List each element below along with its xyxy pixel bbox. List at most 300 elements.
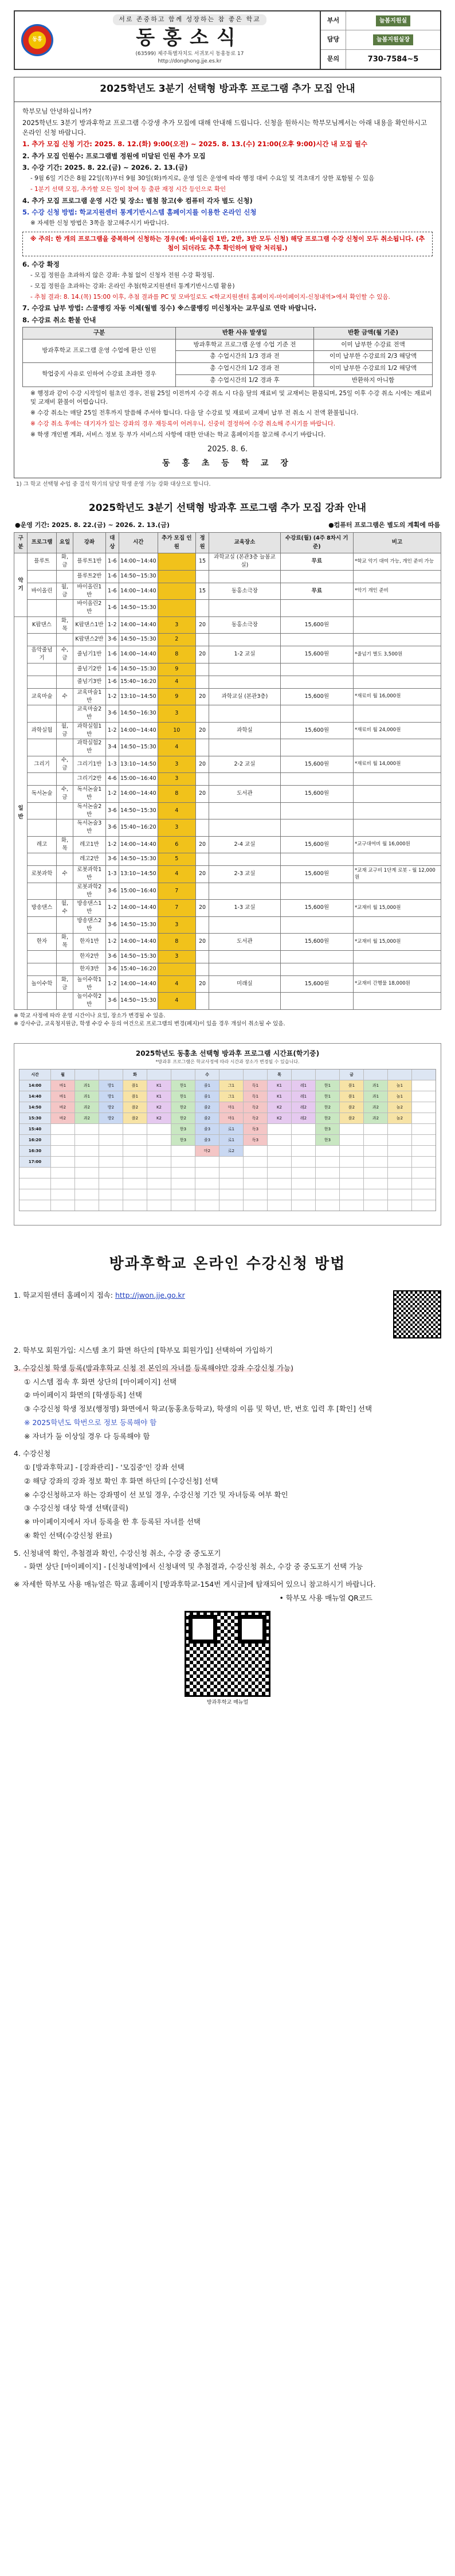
- course-cell: 14:00~14:40: [119, 722, 158, 739]
- course-cell: [56, 663, 73, 676]
- timetable-time: 17:00: [19, 1157, 50, 1167]
- course-cell: [353, 786, 441, 803]
- timetable-slot: [244, 1146, 267, 1156]
- course-cell: 수, 금: [56, 756, 73, 773]
- principal-signature: 동 홍 초 등 학 교 장: [162, 458, 293, 468]
- timetable-slot: [412, 1157, 436, 1167]
- timetable-slot: 줄3: [195, 1135, 219, 1145]
- course-cell: 4: [158, 866, 195, 883]
- course-cell: [56, 963, 73, 975]
- timetable-slot: [364, 1157, 387, 1167]
- course-cell: [28, 819, 57, 837]
- jwon-link[interactable]: http://jwon.jje.go.kr: [115, 1291, 185, 1299]
- timetable-slot: [219, 1189, 243, 1200]
- course-cell: [28, 739, 57, 756]
- course-cell: 13:10~14:50: [119, 688, 158, 705]
- timetable-slot: 놀1: [388, 1080, 411, 1091]
- timetable-slot: 로1: [219, 1124, 243, 1134]
- timetable-slot: [292, 1135, 315, 1145]
- course-cell: 15,600원: [280, 934, 353, 951]
- course-cell: 2-2 교실: [209, 756, 280, 773]
- course-cell: [56, 705, 73, 723]
- timetable-slot: K1: [147, 1080, 171, 1091]
- course-cell: [28, 676, 57, 688]
- timetable-slot: [123, 1200, 147, 1211]
- course-cell: [280, 993, 353, 1010]
- timetable-slot: 플1: [340, 1080, 363, 1091]
- course-list-meta: [15, 521, 440, 530]
- course-cell: [56, 853, 73, 866]
- course-cell: 월, 수: [56, 900, 73, 917]
- course-cell: [353, 705, 441, 723]
- timetable-slot: [75, 1124, 99, 1134]
- course-notes: [14, 1012, 441, 1029]
- course-cell: [353, 819, 441, 837]
- refund-header: 반환 사유 발생일: [175, 327, 313, 339]
- timetable-slot: 방2: [99, 1102, 123, 1113]
- timetable-slot: [412, 1178, 436, 1189]
- timetable-slot: [123, 1168, 147, 1178]
- greeting: 학부모님 안녕하십니까?: [22, 107, 92, 115]
- course-cell: *교재비 월 15,000원: [353, 934, 441, 951]
- timetable-header: 수: [195, 1070, 219, 1080]
- course-cell: 도서관: [209, 934, 280, 951]
- course-row: [14, 916, 441, 934]
- timetable-slot: [171, 1189, 195, 1200]
- timetable-slot: [147, 1146, 171, 1156]
- header-meta: [320, 11, 440, 69]
- course-cell: 1-3: [105, 756, 119, 773]
- course-cell: [209, 570, 280, 583]
- timetable-slot: 독3: [244, 1124, 267, 1134]
- step-6: [14, 1579, 441, 1604]
- step-2-text: 2. 학부모 회원가입: 시스템 초기 화면 하단의 [학부모 회원가입] 선택하여 가입하기: [14, 1346, 273, 1355]
- course-cell: [209, 634, 280, 646]
- course-cell: 1-2 교실: [209, 646, 280, 663]
- course-cell: 14:00~14:40: [119, 646, 158, 663]
- meta-contact: 730-7584~5: [367, 54, 419, 64]
- course-cell: 3-6: [105, 993, 119, 1010]
- course-header: 수강료(월) (4주 8차시 기준): [280, 533, 353, 553]
- course-cell: 수, 금: [56, 646, 73, 663]
- course-cell: 14:50~15:30: [119, 802, 158, 819]
- timetable-time: 14:40: [19, 1091, 50, 1102]
- course-cell: 14:50~15:30: [119, 993, 158, 1010]
- course-cell: 레고: [28, 836, 57, 853]
- timetable-slot: [75, 1178, 99, 1189]
- course-cell: [280, 676, 353, 688]
- timetable-slot: [292, 1189, 315, 1200]
- course-cell: 동홍소극장: [209, 616, 280, 634]
- timetable-slot: [316, 1178, 339, 1189]
- course-row: [14, 600, 441, 617]
- notice-box: [14, 77, 441, 478]
- timetable-slot: 플1: [123, 1091, 147, 1102]
- school-url[interactable]: http://donghong.jje.es.kr: [158, 58, 222, 64]
- course-cell: 3-6: [105, 819, 119, 837]
- timetable-slot: 레2: [292, 1102, 315, 1113]
- qr-label: • 학부모 사용 매뉴얼 QR코드: [279, 1593, 372, 1602]
- course-cell: [353, 634, 441, 646]
- course-header: 프로그램: [28, 533, 57, 553]
- course-cell: 놀이수학1반: [73, 975, 106, 993]
- timetable-slot: 줄2: [195, 1102, 219, 1113]
- manual-note: ※ 자세한 학부모 사용 매뉴얼은 학교 홈페이지 [방과후학교-154번 게시글]에 탑재되어 있으니 참고하시기 바랍니다.: [14, 1580, 376, 1588]
- course-cell: 14:50~15:30: [119, 600, 158, 617]
- notice-date: 2025. 8. 6.: [207, 445, 248, 454]
- course-cell: [280, 883, 353, 900]
- course-cell: [195, 819, 209, 837]
- course-row: [14, 583, 441, 600]
- course-cell: 20: [195, 975, 209, 993]
- course-cell: 2-4 교실: [209, 836, 280, 853]
- course-row: [14, 756, 441, 773]
- course-cell: 14:50~15:30: [119, 853, 158, 866]
- course-cell: [280, 802, 353, 819]
- course-cell: [158, 583, 195, 600]
- course-row: [14, 570, 441, 583]
- timetable-slot: [219, 1178, 243, 1189]
- timetable-slot: 독2: [244, 1113, 267, 1123]
- course-cell: 1-3 교실: [209, 900, 280, 917]
- school-address: (63599) 제주특별자치도 서귀포시 동홍동로 17: [135, 50, 244, 57]
- course-cell: 14:00~14:40: [119, 786, 158, 803]
- timetable-slot: 방1: [99, 1091, 123, 1102]
- timetable-slot: 레1: [292, 1091, 315, 1102]
- course-cell: 교육마술: [28, 688, 57, 705]
- timetable-slot: 과1: [75, 1080, 99, 1091]
- timetable-slot: [99, 1178, 123, 1189]
- timetable-slot: [75, 1189, 99, 1200]
- course-row: [14, 616, 441, 634]
- timetable-slot: [412, 1200, 436, 1211]
- course-cell: [209, 663, 280, 676]
- timetable-slot: 독1: [244, 1080, 267, 1091]
- timetable-slot: 그1: [219, 1080, 243, 1091]
- course-cell: 과학실험2반: [73, 739, 106, 756]
- notice-body: [14, 102, 441, 478]
- school-logo: [15, 11, 60, 69]
- course-cell: [353, 676, 441, 688]
- course-cell: 화, 목: [56, 836, 73, 853]
- timetable-slot: [147, 1189, 171, 1200]
- course-cell: [353, 853, 441, 866]
- course-cell: [280, 600, 353, 617]
- timetable-slot: 놀1: [388, 1091, 411, 1102]
- timetable-slot: [219, 1200, 243, 1211]
- timetable-slot: [75, 1135, 99, 1145]
- timetable-slot: [340, 1135, 363, 1145]
- timetable-slot: K2: [268, 1102, 291, 1113]
- timetable-slot: [51, 1168, 74, 1178]
- timetable-slot: [19, 1178, 50, 1189]
- course-cell: 무료: [280, 553, 353, 571]
- course-cell: K팝댄스: [28, 616, 57, 634]
- timetable-slot: [412, 1080, 436, 1091]
- timetable-slot: 과1: [364, 1080, 387, 1091]
- course-cell: 14:50~15:30: [119, 634, 158, 646]
- meta-label: 담당: [321, 30, 346, 49]
- course-cell: 15,600원: [280, 836, 353, 853]
- course-cell: 그리기1반: [73, 756, 106, 773]
- course-cell: 14:00~14:40: [119, 583, 158, 600]
- course-cell: [195, 963, 209, 975]
- course-cell: 14:50~15:30: [119, 663, 158, 676]
- notice-subitem: - 추첨 결과: 8. 14.(목) 15:00 이후, 추첨 결과를 PC 및 모바일로도 <학교지원센터 홈페이지-마이페이지-신청내역>에서 확인할 수 있음.: [30, 293, 390, 300]
- course-cell: 1-2: [105, 722, 119, 739]
- intro: 2025학년도 3분기 방과후학교 프로그램 수강생 추가 모집에 대해 안내해 드립니다. 신청을 원하시는 학부모님께서는 아래 내용을 확인하시고 온라인 신청 바랍니다.: [22, 118, 427, 136]
- timetable-slot: K2: [147, 1102, 171, 1113]
- timetable-slot: [99, 1200, 123, 1211]
- step-4-item: ※ 수강신청하고자 하는 강좌명이 선 보일 경우, 수강신청 기간 및 자녀등록 여부 확인: [24, 1490, 288, 1499]
- course-row: [14, 836, 441, 853]
- timetable-slot: 바1: [51, 1091, 74, 1102]
- meta-label: 부서: [321, 11, 346, 30]
- timetable-slot: 놀2: [388, 1113, 411, 1123]
- timetable-header: 목: [268, 1070, 291, 1080]
- course-cell: 8: [158, 786, 195, 803]
- course-cell: 3-6: [105, 963, 119, 975]
- section-heading: 6. 수강 확정: [22, 260, 60, 268]
- course-header: 시간: [119, 533, 158, 553]
- step-4-item: ② 해당 강좌의 강좌 정보 확인 후 화면 하단의 [수강신청] 선택: [24, 1476, 218, 1485]
- timetable-slot: 과2: [364, 1113, 387, 1123]
- timetable-slot: [316, 1157, 339, 1167]
- timetable-slot: 마1: [219, 1113, 243, 1123]
- newsletter-header: [14, 10, 441, 70]
- timetable-slot: [51, 1124, 74, 1134]
- course-cell: 3: [158, 916, 195, 934]
- course-cell: [28, 802, 57, 819]
- timetable-slot: [412, 1168, 436, 1178]
- timetable-slot: 과1: [75, 1091, 99, 1102]
- timetable-slot: [195, 1178, 219, 1189]
- course-cell: [195, 773, 209, 786]
- course-cell: [209, 853, 280, 866]
- course-cell: 화, 금: [56, 975, 73, 993]
- meta-label: 문의: [321, 50, 346, 69]
- timetable-subtitle: *방과후 프로그램은 학교사정에 따라 시간과 장소가 변경될 수 있습니다.: [155, 1059, 300, 1064]
- course-cell: 20: [195, 900, 209, 917]
- table-row: 방과후학교 프로그램 운영 수업에 환산 인원 방과후학교 프로그램 운영 수업 기준 전 이미 납부한 수강료 전액: [23, 339, 433, 351]
- timetable-slot: 과2: [75, 1102, 99, 1113]
- timetable-slot: 플2: [123, 1102, 147, 1113]
- timetable-header: [292, 1070, 315, 1080]
- refund-note: ※ 행정과 같이 수강 시작일이 월초인 경우, 전월 25일 이전까지 수강 취소 시 다음 달의 재료비 및 교재비는 환불되며, 25일 이후 수강 취소 시에는 재료비 및 교재비 환불이 어렵습니다.: [30, 389, 432, 406]
- course-cell: 15:40~16:20: [119, 963, 158, 975]
- course-cell: [56, 600, 73, 617]
- course-header: 추가 모집 인원: [158, 533, 195, 553]
- timetable-slot: [268, 1168, 291, 1178]
- timetable-slot: [244, 1200, 267, 1211]
- course-cell: *악기 개인 준비: [353, 583, 441, 600]
- school-motto: 서로 존중하고 함께 성장하는 참 좋은 학교: [113, 14, 266, 25]
- course-cell: [28, 950, 57, 963]
- step-3-item: ※ 자녀가 둘 이상일 경우 다 등록해야 함: [24, 1431, 150, 1441]
- course-cell: 플루트2반: [73, 570, 106, 583]
- timetable-slot: [316, 1189, 339, 1200]
- notice-subitem: ※ 자세한 신청 방법은 3쪽을 참고해주시기 바랍니다.: [30, 220, 169, 227]
- timetable-slot: K2: [268, 1113, 291, 1123]
- course-cell: *교재비 간행물 18,000원: [353, 975, 441, 993]
- timetable-slot: [316, 1200, 339, 1211]
- step-4: [14, 1449, 441, 1541]
- course-cell: 15: [195, 553, 209, 571]
- course-cell: 20: [195, 756, 209, 773]
- course-cell: 1-6: [105, 676, 119, 688]
- course-cell: 15,600원: [280, 975, 353, 993]
- course-cell: [353, 963, 441, 975]
- timetable-slot: 한1: [316, 1080, 339, 1091]
- timetable-slot: [244, 1189, 267, 1200]
- step-3-item: ② 마이페이지 화면의 [학생등록] 선택: [24, 1391, 142, 1400]
- course-cell: *재료비 월 24,000원: [353, 722, 441, 739]
- course-row: [14, 739, 441, 756]
- step-1-text: 1. 학교지원센터 홈페이지 접속:: [14, 1291, 113, 1299]
- timetable-slot: [123, 1146, 147, 1156]
- course-cell: 방송댄스: [28, 900, 57, 917]
- timetable-slot: [75, 1146, 99, 1156]
- course-cell: [28, 634, 57, 646]
- course-row: [14, 688, 441, 705]
- course-cell: 20: [195, 646, 209, 663]
- course-cell: 4-6: [105, 773, 119, 786]
- timetable-slot: K1: [268, 1091, 291, 1102]
- timetable-header: 화: [123, 1070, 147, 1080]
- computer-note: ●컴퓨터 프로그램은 별도의 계획에 따름: [328, 521, 440, 529]
- timetable-slot: [388, 1124, 411, 1134]
- timetable-slot: [388, 1168, 411, 1178]
- step-4-item: ④ 확인 선택(수강신청 완료): [24, 1531, 112, 1540]
- course-cell: 독서논술: [28, 786, 57, 803]
- course-cell: 15,600원: [280, 756, 353, 773]
- timetable-slot: [123, 1135, 147, 1145]
- table-row: 총 수업시간의 1/3 경과 전 이미 납부한 수강료의 2/3 해당액: [23, 351, 433, 363]
- course-cell: 과학교실 (본관3층): [209, 688, 280, 705]
- course-cell: 3-6: [105, 634, 119, 646]
- timetable-slot: [244, 1178, 267, 1189]
- course-cell: 15,600원: [280, 900, 353, 917]
- timetable-slot: [268, 1200, 291, 1211]
- notice-item: 1. 추가 모집 신청 기간: 2025. 8. 12.(화) 9:00(오전) ~ 2025. 8. 13.(수) 21:00(오후 9:00)시간 내 모집 필수: [22, 140, 368, 149]
- timetable-slot: [99, 1146, 123, 1156]
- timetable-slot: [388, 1135, 411, 1145]
- course-cell: 15:00~16:40: [119, 883, 158, 900]
- course-cell: 15,600원: [280, 722, 353, 739]
- timetable-slot: 로1: [219, 1135, 243, 1145]
- course-row: [14, 553, 441, 571]
- course-cell: 수, 금: [56, 786, 73, 803]
- course-cell: [56, 950, 73, 963]
- timetable-slot: [340, 1124, 363, 1134]
- timetable-slot: 플1: [340, 1091, 363, 1102]
- course-header: 구분: [14, 533, 28, 553]
- course-cell: 1-6: [105, 553, 119, 571]
- timetable-slot: [99, 1168, 123, 1178]
- course-cell: [195, 739, 209, 756]
- timetable-slot: [412, 1091, 436, 1102]
- timetable-slot: 플2: [340, 1102, 363, 1113]
- course-cell: 20: [195, 934, 209, 951]
- timetable-slot: [388, 1200, 411, 1211]
- timetable-slot: [364, 1135, 387, 1145]
- timetable-header: [412, 1070, 436, 1080]
- course-cell: [353, 739, 441, 756]
- course-cell: 14:00~14:40: [119, 836, 158, 853]
- timetable-header: [316, 1070, 339, 1080]
- step-3-item: ※ 2025학년도 학번으로 정보 등록해야 함: [24, 1418, 157, 1427]
- refund-table: [22, 327, 433, 387]
- course-cell: 월, 금: [56, 583, 73, 600]
- course-cell: 동홍소극장: [209, 583, 280, 600]
- step-3-item: ③ 수강신청 학생 정보(행정명) 화면에서 학교(동홍초등학교), 학생의 이름 및 학년, 반, 번호 입력 후 [확인] 선택: [24, 1404, 372, 1413]
- course-cell: 1-6: [105, 583, 119, 600]
- course-cell: [209, 739, 280, 756]
- course-header: 강좌: [73, 533, 106, 553]
- timetable-slot: [51, 1178, 74, 1189]
- course-cell: 3-6: [105, 883, 119, 900]
- newsletter-title: 동홍소식: [136, 26, 244, 49]
- course-cell: 14:00~14:40: [119, 900, 158, 917]
- course-cell: 플루트: [28, 553, 57, 571]
- timetable-slot: [244, 1168, 267, 1178]
- timetable-slot: [268, 1124, 291, 1134]
- course-cell: [195, 705, 209, 723]
- timetable-slot: [51, 1135, 74, 1145]
- refund-note: ※ 학생 개인별 계좌, 서비스 정보 등 부가 서비스의 사항에 대한 안내는 학교 홈페이지를 참고해 주시기 바랍니다.: [30, 431, 326, 438]
- course-cell: [353, 802, 441, 819]
- course-cell: 15,600원: [280, 688, 353, 705]
- course-cell: 1-6: [105, 600, 119, 617]
- course-header: 교육장소: [209, 533, 280, 553]
- timetable-slot: 방1: [99, 1080, 123, 1091]
- course-cell: 로봇과학1반: [73, 866, 106, 883]
- manual-qr-code-icon: [185, 1611, 270, 1697]
- course-row: [14, 866, 441, 883]
- timetable-slot: 마2: [195, 1146, 219, 1156]
- timetable-slot: [412, 1102, 436, 1113]
- table-row: 총 수업시간의 1/2 경과 후 반환하지 아니함: [23, 374, 433, 387]
- timetable-slot: 방2: [99, 1113, 123, 1123]
- course-cell: [209, 676, 280, 688]
- timetable-slot: [292, 1178, 315, 1189]
- course-cell: [353, 616, 441, 634]
- course-cell: [280, 819, 353, 837]
- operating-period: ●운영 기간: 2025. 8. 22.(금) ~ 2026. 2. 13.(금): [15, 521, 170, 529]
- meta-value: 늘봄지원실: [346, 11, 440, 30]
- course-cell: [195, 634, 209, 646]
- course-cell: [280, 773, 353, 786]
- table-row: 학업중지 사유로 인하여 수강료 초과한 경우 총 수업시간의 1/2 경과 전 이미 납부한 수강료의 1/2 해당액: [23, 363, 433, 375]
- course-cell: 그리기2반: [73, 773, 106, 786]
- course-cell: 과학실: [209, 722, 280, 739]
- timetable-slot: [99, 1135, 123, 1145]
- course-cell: 3: [158, 705, 195, 723]
- course-cell: 과학실험1반: [73, 722, 106, 739]
- course-cell: 3-6: [105, 916, 119, 934]
- course-cell: 플루트1반: [73, 553, 106, 571]
- timetable-slot: [195, 1168, 219, 1178]
- timetable-header: [171, 1070, 195, 1080]
- course-cell: 화, 목: [56, 616, 73, 634]
- course-cell: 3-4: [105, 739, 119, 756]
- course-cell: [353, 600, 441, 617]
- timetable-slot: 한2: [316, 1113, 339, 1123]
- title-block: [60, 11, 320, 69]
- course-cell: 과학실험: [28, 722, 57, 739]
- timetable-slot: 한1: [171, 1080, 195, 1091]
- timetable-slot: [412, 1124, 436, 1134]
